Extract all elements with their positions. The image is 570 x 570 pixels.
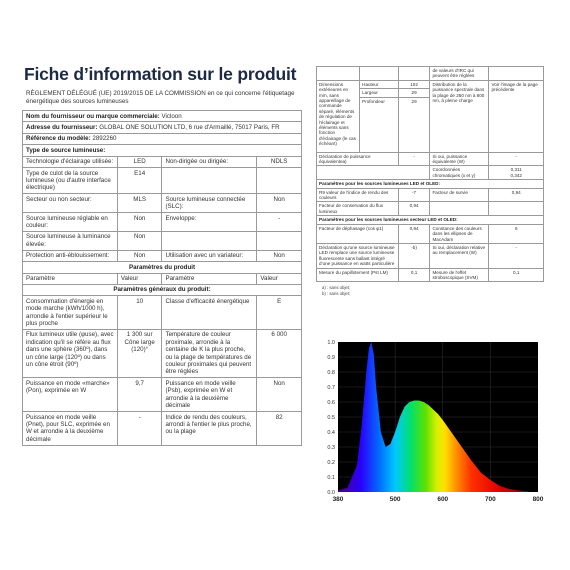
consistency-value: 6 <box>489 224 544 243</box>
dimmer-label: Utilisation avec un variateur: <box>162 250 257 261</box>
strobo-label: Mesure de l'effet stroboscopique (SVM) <box>430 268 489 282</box>
param-col-2: Paramètre <box>162 273 257 284</box>
chroma-x: 0,311 <box>510 167 522 173</box>
y-tick-label: 0.7 <box>327 385 335 391</box>
table-row <box>23 273 302 284</box>
height-label: Hauteur <box>360 80 399 88</box>
spd-value: Voir l'image de la page précédente <box>489 80 544 152</box>
power-on-value: 9,7 <box>117 378 162 412</box>
y-tick-label: 0.0 <box>327 490 335 496</box>
param-col-1: Paramètre <box>23 273 118 284</box>
table-row <box>23 133 302 144</box>
eff-class-value: E <box>257 296 302 330</box>
page-title: Fiche d’information sur le produit <box>24 64 297 84</box>
power-on-label: Puissance en mode «marche» (Pon), exprimée en W <box>23 378 118 412</box>
table-row <box>23 378 302 412</box>
anti-glare-label: Protection anti-éblouissement: <box>23 250 118 261</box>
y-tick-label: 0.4 <box>327 430 335 436</box>
table-row <box>317 268 544 282</box>
x-tick-label: 700 <box>484 496 496 503</box>
tech-label: Technologie d'éclairage utilisée: <box>23 156 118 167</box>
x-ticks <box>333 496 544 503</box>
table-row <box>317 224 544 243</box>
table-row <box>23 296 302 330</box>
height-value: 102 <box>398 80 430 88</box>
mains-header: Paramètres pour les sources lumineuses secteur LED et OLED: <box>317 216 544 224</box>
energy-on-label: Consommation d'énergie en mode marche (kWh/1000 h), arrondie à l'entier supérieur le plus proche <box>23 296 118 330</box>
lumen-maint-value: 0,94 <box>398 202 430 216</box>
power-net-label: Puissance en mode veille (Pnet), pour SLC, exprimée en W et arrondie à la deuxième décimale <box>23 412 118 446</box>
survival-value: 0,94 <box>489 188 544 202</box>
equiv-power-value: - <box>489 152 544 166</box>
y-tick-label: 1.0 <box>327 340 335 346</box>
envelope-value: - <box>257 213 302 232</box>
eff-class-label: Classe d'efficacité énergétique <box>162 296 257 330</box>
footnote-a: a) : sans objet; <box>322 285 351 291</box>
r9-value: -7 <box>398 188 430 202</box>
displacement-label: Facteur de déphasage (cos φ1) <box>317 224 399 243</box>
table-row <box>23 262 302 273</box>
table-row <box>23 250 302 261</box>
x-tick-label: 500 <box>389 496 401 503</box>
dimensions-table <box>316 66 544 282</box>
displacement-value: 0,94 <box>398 224 430 243</box>
flicker-label: Mesure du papillotement (Pst LM) <box>317 268 399 282</box>
y-ticks <box>327 340 335 496</box>
table-row <box>23 329 302 377</box>
table-row <box>317 67 544 81</box>
dims-label: Dimensions extérieures en mm, sans appareillage de commande séparé, éléments de régulation de l'éclairage et éléments sans fonction d'éclairage (le cas échéant) <box>317 80 360 152</box>
table-row <box>317 152 544 166</box>
left-column <box>22 64 302 446</box>
led-oled-header: Paramètres pour les sources lumineuses LED et OLED: <box>317 180 544 188</box>
cap-value: E14 <box>117 168 162 194</box>
anti-glare-value: Non <box>117 250 162 261</box>
colour-tunable-value: Non <box>117 213 162 232</box>
cct-value: 6 000 <box>257 329 302 377</box>
table-row <box>317 166 544 180</box>
tech-value: LED <box>117 156 162 167</box>
cct-label: Température de couleur proximale, arrondie à la centaine de K la plus proche, ou la plage de températures de couleur proximales qui peuvent être réglées <box>162 329 257 377</box>
csl-value: Non <box>257 194 302 213</box>
equiv-label: Déclaration de puissance équivalentea) <box>317 152 399 166</box>
strobo-value: 0,1 <box>489 268 544 282</box>
csl-label: Source lumineuse connectée (SLC): <box>162 194 257 213</box>
general-params-header: Paramètres généraux du produit: <box>23 284 302 295</box>
table-row <box>23 213 302 232</box>
product-params-header: Paramètres du produit <box>23 262 302 273</box>
x-tick-label: 800 <box>532 496 544 503</box>
footnote-b: b) : sans objet; <box>322 291 351 297</box>
consistency-label: Constance des couleurs dans les ellipses de MacAdam <box>430 224 489 243</box>
chroma-y: 0,342 <box>510 172 522 178</box>
source-type-label: Type de source lumineuse: <box>23 145 302 156</box>
y-tick-label: 0.1 <box>327 475 335 481</box>
replace-fluo-value: -b) <box>398 243 430 268</box>
table-row <box>23 231 302 250</box>
table-row <box>23 168 302 194</box>
x-tick-label: 600 <box>437 496 449 503</box>
depth-label: Profondeur <box>360 97 399 152</box>
power-sb-value: Non <box>257 378 302 412</box>
value-col-2: Valeur <box>257 273 302 284</box>
product-info-table <box>22 110 302 446</box>
lumen-maint-label: Facteur de conservation du flux lumineux <box>317 202 399 216</box>
right-column <box>316 66 544 297</box>
table-row <box>317 202 544 216</box>
table-row <box>317 243 544 268</box>
nondir-label: Non-dirigée ou dirigée: <box>162 156 257 167</box>
nondir-value: NDLS <box>257 156 302 167</box>
value-col-1: Valeur <box>117 273 162 284</box>
width-value: 29 <box>398 89 430 97</box>
y-tick-label: 0.3 <box>327 445 335 451</box>
power-net-value: - <box>117 412 162 446</box>
cri-range-cont: de valeurs d'IRC qui peuvent être réglées <box>430 67 489 81</box>
sector-value: MLS <box>117 194 162 213</box>
supplier-name-value: Vicloon <box>161 112 182 120</box>
supplier-address-label: Adresse du fournisseur: <box>26 123 98 131</box>
flux-value: 1 300 sur Cône large (120)° <box>117 329 162 377</box>
survival-label: Facteur de survie <box>430 188 489 202</box>
envelope-label: Enveloppe: <box>162 213 257 232</box>
cri-value: 82 <box>257 412 302 446</box>
chroma-label: Coordonnées chromatiques (x et y) <box>430 166 489 180</box>
table-row <box>23 111 302 122</box>
y-tick-label: 0.5 <box>327 415 335 421</box>
dimmer-value: Non <box>257 250 302 261</box>
y-tick-label: 0.2 <box>327 460 335 466</box>
high-lum-value: Non <box>117 231 162 250</box>
table-row <box>23 156 302 167</box>
y-tick-label: 0.6 <box>327 400 335 406</box>
flicker-value: 0,1 <box>398 268 430 282</box>
table-row <box>23 145 302 156</box>
depth-value: 29 <box>398 97 430 152</box>
replace-fluo-label: Déclaration qu’une source lumineuse LED remplace une source lumineuse fluorescente sans ballast intégré d’une puissance en watts particulière <box>317 243 399 268</box>
table-row <box>23 412 302 446</box>
table-row <box>317 216 544 224</box>
spectrum-svg <box>316 338 544 508</box>
sector-label: Secteur ou non secteur: <box>23 194 118 213</box>
cri-label: Indice de rendu des couleurs, arrondi à l'entier le plus proche, ou la plage <box>162 412 257 446</box>
replace-power-label: Si oui, déclaration relative au remplacement (W) <box>430 243 489 268</box>
table-row <box>317 180 544 188</box>
equiv-power-label: Si oui, puissance équivalente (W) <box>430 152 489 166</box>
table-row <box>23 122 302 133</box>
power-sb-label: Puissance en mode veille (Psb), exprimée en W et arrondie à la deuxième décimale <box>162 378 257 412</box>
supplier-address-value: GLOBAL ONE SOLUTION LTD, 6 rue d'Armaillé, 75017 Paris, FR <box>99 123 280 131</box>
supplier-name-label: Nom du fournisseur ou marque commerciale: <box>26 112 160 120</box>
energy-on-value: 10 <box>117 296 162 330</box>
table-row <box>23 284 302 295</box>
spd-label: Distribution de la puissance spectrale dans la plage de 250 nm à 800 nm, à pleine charge <box>430 80 489 152</box>
equiv-value: - <box>398 152 430 166</box>
high-lum-label: Source lumineuse à luminance élevée: <box>23 231 118 250</box>
spectrum-chart <box>316 338 544 508</box>
replace-power-value: - <box>489 243 544 268</box>
table-row <box>317 188 544 202</box>
y-tick-label: 0.9 <box>327 355 335 361</box>
model-ref-label: Référence du modèle: <box>26 135 91 143</box>
y-tick-label: 0.8 <box>327 370 335 376</box>
model-ref-value: 2892260 <box>92 135 117 143</box>
intro-text: RÈGLEMENT DÉLÉGUÉ (UE) 2019/2015 DE LA COMMISSION en ce qui concerne l'étiquetage énergétique des sources lumineuses <box>26 90 295 105</box>
flux-label: Flux lumineux utile (φuse), avec indication qu'il se réfère au flux dans une sphère (360º), dans un cône large (120º) ou dans un cône étroit (90º) <box>23 329 118 377</box>
cap-label: Type de culot de la source lumineuse (ou d'autre interface électrique) <box>23 168 118 194</box>
r9-label: R9 valeur de l'indice de rendu des couleurs <box>317 188 399 202</box>
colour-tunable-label: Source lumineuse réglable en couleur: <box>23 213 118 232</box>
x-tick-label: 380 <box>332 496 344 503</box>
table-row <box>317 80 544 88</box>
table-row <box>23 194 302 213</box>
width-label: Largeur <box>360 89 399 97</box>
